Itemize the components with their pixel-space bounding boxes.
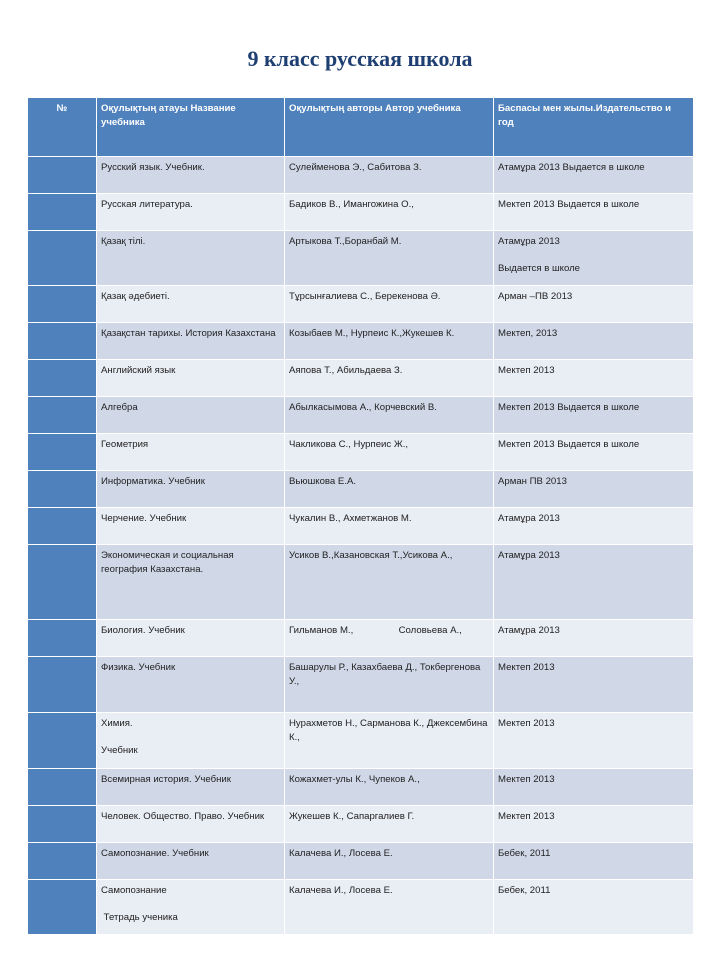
textbook-author: Калачева И., Лосева Е. [285, 843, 494, 880]
textbook-name [97, 620, 285, 657]
textbook-name-text: Алгебра [101, 402, 138, 413]
row-number [28, 545, 97, 620]
textbook-name-text: Экономическая и социальная география Казахстана. [101, 550, 234, 575]
textbook-publisher [494, 157, 694, 194]
textbook-author: Калачева И., Лосева Е. [285, 880, 494, 935]
textbook-name [97, 360, 285, 397]
row-number [28, 769, 97, 806]
textbook-name [97, 323, 285, 360]
table-row [28, 657, 694, 713]
textbook-publisher [494, 360, 694, 397]
textbook-name [97, 806, 285, 843]
textbook-name [97, 434, 285, 471]
row-number [28, 434, 97, 471]
textbook-publisher [494, 434, 694, 471]
textbook-name-text: Русский язык. Учебник. [101, 162, 205, 173]
textbook-author: Чукалин В., Ахметжанов М. [285, 508, 494, 545]
textbook-name-text: Қазақ әдебиеті. [101, 291, 170, 302]
textbook-publisher [494, 545, 694, 620]
textbook-author: Вьюшкова Е.А. [285, 471, 494, 508]
table-row [28, 880, 694, 935]
textbook-publisher [494, 471, 694, 508]
textbook-publisher [494, 843, 694, 880]
publisher-text: Мектеп 2013 [498, 774, 555, 785]
textbook-publisher [494, 713, 694, 769]
textbook-publisher [494, 508, 694, 545]
table-row [28, 843, 694, 880]
textbook-publisher [494, 657, 694, 713]
page-title: 9 класс русская школа [247, 46, 473, 71]
publisher-text: Мектеп 2013 Выдается в школе [498, 439, 640, 450]
publisher-text: Атамұра 2013 Выдается в школе [498, 162, 645, 173]
publisher-text: Бебек, 2011 [498, 848, 551, 859]
header-author: Оқулықтың авторы Автор учебника [285, 98, 494, 157]
table-row [28, 471, 694, 508]
publisher-text: Арман –ПВ 2013 [498, 291, 573, 302]
publisher-text: Мектеп 2013 [498, 718, 555, 729]
textbook-name-text: Русская литература. [101, 199, 193, 210]
table-row [28, 231, 694, 286]
textbook-author: Чакликова С., Нурпеис Ж., [285, 434, 494, 471]
row-number [28, 286, 97, 323]
publisher-text: Атамұра 2013 [498, 550, 560, 561]
textbook-publisher [494, 231, 694, 286]
textbook-name [97, 657, 285, 713]
header-textbook-name: Оқулықтың атауы Название учебника [97, 98, 285, 157]
textbook-name-subtext: Учебник [101, 745, 138, 756]
row-number [28, 360, 97, 397]
publisher-text: Атамұра 2013 [498, 513, 560, 524]
row-number [28, 157, 97, 194]
textbook-name-text: Қазақстан тарихы. История Казахстана [101, 328, 276, 339]
textbook-publisher [494, 880, 694, 935]
row-number [28, 471, 97, 508]
table-row [28, 713, 694, 769]
textbook-author: Усиков В.,Казановская Т.,Усикова А., [285, 545, 494, 620]
textbook-name [97, 231, 285, 286]
row-number [28, 323, 97, 360]
table-row [28, 434, 694, 471]
textbook-author: Бадиков В., Имангожина О., [285, 194, 494, 231]
textbook-name [97, 545, 285, 620]
table-row [28, 397, 694, 434]
table-row [28, 360, 694, 397]
textbook-name-text: Английский язык [101, 365, 176, 376]
textbook-name [97, 471, 285, 508]
textbook-name-text: Всемирная история. Учебник [101, 774, 231, 785]
textbook-author: Козыбаев М., Нурпеис К.,Жукешев К. [285, 323, 494, 360]
publisher-text: Мектеп 2013 [498, 811, 555, 822]
textbook-name [97, 508, 285, 545]
textbook-author: Гильманов М., Соловьева А., [285, 620, 494, 657]
textbook-name [97, 769, 285, 806]
header-number: № [28, 98, 97, 157]
textbook-name-subtext: Тетрадь ученика [101, 912, 178, 923]
textbook-name-text: Қазақ тілі. [101, 236, 146, 247]
textbook-name-text: Химия. [101, 718, 133, 729]
textbook-name-text: Самопознание [101, 885, 167, 896]
textbook-publisher [494, 620, 694, 657]
textbook-publisher [494, 769, 694, 806]
textbook-table [27, 97, 694, 935]
textbook-author: Сулейменова Э., Сабитова З. [285, 157, 494, 194]
textbook-name [97, 880, 285, 935]
row-number [28, 806, 97, 843]
textbook-author: Абылкасымова А., Корчевский В. [285, 397, 494, 434]
textbook-name-text: Геометрия [101, 439, 149, 450]
table-row [28, 323, 694, 360]
publisher-text: Мектеп 2013 Выдается в школе [498, 199, 640, 210]
textbook-author: Жукешев К., Сапаргалиев Г. [285, 806, 494, 843]
textbook-name-text: Биология. Учебник [101, 625, 185, 636]
table-row [28, 508, 694, 545]
row-number [28, 657, 97, 713]
textbook-name [97, 286, 285, 323]
header-publisher-year: Баспасы мен жылы.Издательство и год [494, 98, 694, 157]
textbook-author: Башарулы Р., Казахбаева Д., Токбергенова У., [285, 657, 494, 713]
row-number [28, 397, 97, 434]
row-number [28, 713, 97, 769]
textbook-author: Нурахметов Н., Сарманова К., Джексембина К., [285, 713, 494, 769]
row-number [28, 508, 97, 545]
table-row [28, 769, 694, 806]
table-row [28, 806, 694, 843]
table-header-row [28, 98, 694, 157]
textbook-publisher [494, 286, 694, 323]
table-row [28, 620, 694, 657]
textbook-name [97, 194, 285, 231]
textbook-name [97, 397, 285, 434]
textbook-publisher [494, 397, 694, 434]
textbook-author: Тұрсынғалиева С., Берекенова Ә. [285, 286, 494, 323]
textbook-name-text: Физика. Учебник [101, 662, 176, 673]
row-number [28, 620, 97, 657]
textbook-author: Аяпова Т., Абильдаева З. [285, 360, 494, 397]
table-row [28, 545, 694, 620]
row-number [28, 194, 97, 231]
publisher-text: Арман ПВ 2013 [498, 476, 567, 487]
textbook-name [97, 157, 285, 194]
publisher-subtext: Выдается в школе [498, 263, 581, 274]
publisher-text: Бебек, 2011 [498, 885, 551, 896]
row-number [28, 880, 97, 935]
row-number [28, 843, 97, 880]
table-row [28, 157, 694, 194]
table-row [28, 286, 694, 323]
publisher-text: Мектеп 2013 [498, 365, 555, 376]
publisher-text: Атамұра 2013 [498, 625, 560, 636]
textbook-publisher [494, 806, 694, 843]
textbook-author: Артыкова Т.,Боранбай М. [285, 231, 494, 286]
textbook-author: Кожахмет-улы К., Чупеков А., [285, 769, 494, 806]
row-number [28, 231, 97, 286]
textbook-name [97, 713, 285, 769]
textbook-publisher [494, 323, 694, 360]
textbook-name-text: Черчение. Учебник [101, 513, 187, 524]
textbook-name-text: Человек. Общество. Право. Учебник [101, 811, 265, 822]
textbook-name [97, 843, 285, 880]
table-row [28, 194, 694, 231]
publisher-text: Атамұра 2013 [498, 236, 560, 247]
publisher-text: Мектеп 2013 [498, 662, 555, 673]
publisher-text: Мектеп, 2013 [498, 328, 558, 339]
textbook-name-text: Самопознание. Учебник [101, 848, 209, 859]
textbook-name-text: Информатика. Учебник [101, 476, 205, 487]
publisher-text: Мектеп 2013 Выдается в школе [498, 402, 640, 413]
textbook-publisher [494, 194, 694, 231]
